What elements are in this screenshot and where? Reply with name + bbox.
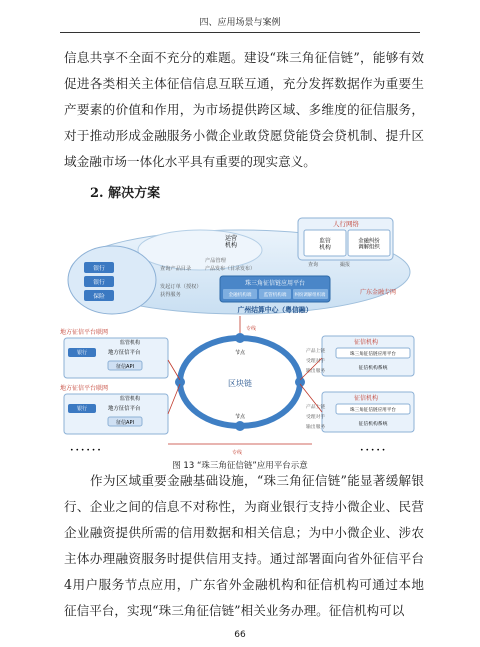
product-up-label: 产品上链: [306, 349, 326, 354]
credit-org-label: 征信机构: [353, 339, 379, 346]
get-service-label: 获得服务: [160, 292, 181, 298]
output-service-label-2: 输出服务: [306, 425, 326, 430]
figure-caption: 图 13 “珠三角征信链”应用平台示意: [172, 461, 308, 471]
link-left-2: [168, 384, 180, 414]
product-mgmt-label: 产品管理: [205, 258, 226, 264]
page-header: [60, 14, 420, 33]
credit-api-label: 征信API: [116, 364, 134, 370]
node-top: 节点: [234, 350, 246, 356]
paragraph-2-text: 作为区域重要金融基础设施，“珠三角征信链”能显著缓解银行、企业之间的信息不对称性，为商业银行支持小微企业、民营企业融资提供所需的信用数据和相关信息；为中小微企业、涉农主体办理融资服务时提供信用支持。通过部署面向省外征信平台4用户服务节点应用，广东省外金融机构和征信机构可通过本地征信平台，实现“珠三角征信链”相关业务办理。征信机构可以: [64, 473, 424, 618]
local-platform-box: [64, 338, 168, 378]
gd-net-label: 广东金融专网: [360, 289, 397, 296]
right-dots: • • • • •: [360, 447, 386, 454]
section-heading: 2. 解决方案: [90, 186, 161, 201]
left-dots: • • • • • •: [70, 447, 101, 454]
node-bottom-dot: [235, 421, 245, 431]
platform-diagram: [60, 212, 420, 460]
accept-query-label: 受理对手: [306, 359, 326, 364]
dispute-label: 金融纠纷调解组织: [358, 238, 380, 251]
query-label: 查询: [308, 262, 319, 268]
record-label: 撮报: [340, 262, 351, 268]
local-credit-platform-label: 地方征信平台: [108, 350, 141, 356]
credit-sys-label: 征信机构系统: [358, 366, 388, 371]
product-publish-label: 产品发布（目录发布）: [205, 266, 256, 272]
supervision3-label: 监管机构: [120, 396, 141, 402]
paragraph-1-text: 信息共享不全面不充分的难题。建设“珠三角征信链”，能够有效促进各类相关主体征信信息互联互通，充分发挥数据作为重要生产要素的价值和作用，为市场提供跨区域、多维度的征信服务，对于推动形成金融服务小微企业敢贷愿贷能贷会贷机制、提升区域金融市场一体化水平具有重要的现实意义。: [64, 50, 424, 169]
credit-api-label-2: 征信API: [116, 420, 134, 426]
local-credit-platform-label-2: 地方征信平台: [108, 406, 141, 412]
local-bank-label-2: 银行: [76, 406, 88, 412]
accept-query-label-2: 受理对手: [306, 415, 326, 420]
query-product-label: 查询产品目录: [160, 266, 192, 272]
operator-label: 运营机构: [225, 235, 238, 250]
platform-sub2: 监管机构端: [263, 293, 287, 298]
dedicated-label-top: 专线: [246, 326, 257, 332]
internet-label: 人行网络: [333, 220, 359, 228]
bank-label-2: 银行: [93, 280, 105, 286]
local-bank-label: 银行: [76, 350, 88, 356]
link-left-1: [168, 360, 180, 380]
blockchain-label: 区块链: [228, 379, 252, 388]
node-right-dot: [295, 377, 305, 387]
platform-title: 珠三角征信链应用平台: [244, 280, 306, 287]
zsj-platform-label: 珠三角征信链应用平台: [350, 352, 396, 357]
insurance-label: 保险: [93, 294, 105, 300]
center-label: 广州结算中心（粤信融）: [237, 306, 313, 314]
paragraph-1: [64, 45, 424, 175]
supervision2-label: 监管机构: [120, 340, 141, 346]
output-service-label: 输出服务: [306, 369, 326, 374]
credit-org-label-2: 征信机构: [353, 395, 379, 402]
paragraph-2: [64, 468, 424, 624]
top-cloud-bump: [138, 230, 262, 270]
node-top-dot: [235, 333, 245, 343]
bank-label: 银行: [93, 266, 105, 272]
product-up-label-2: 产品上链: [306, 405, 326, 410]
local-platform-box-2: [64, 394, 168, 434]
local-platform-label: 地方征信平台联网: [60, 329, 109, 336]
local-platform-label-2: 地方征信平台联网: [60, 385, 109, 392]
page-number: 66: [234, 630, 246, 640]
order-label: 发起订单（授权）: [160, 284, 202, 290]
platform-sub3: 纠纷调解组织端: [294, 293, 326, 298]
node-left-dot: [175, 377, 185, 387]
credit-sys-label-2: 征信机构系统: [358, 422, 388, 427]
node-bottom: 节点: [234, 414, 246, 420]
zsj-platform-label-2: 珠三角征信链应用平台: [350, 408, 396, 413]
dedicated-label-bottom: 专线: [232, 450, 243, 456]
supervision-label: 监管机构: [319, 238, 331, 251]
platform-sub1: 金融机构端: [228, 293, 252, 298]
header-title: 四、应用场景与案例: [199, 18, 281, 28]
